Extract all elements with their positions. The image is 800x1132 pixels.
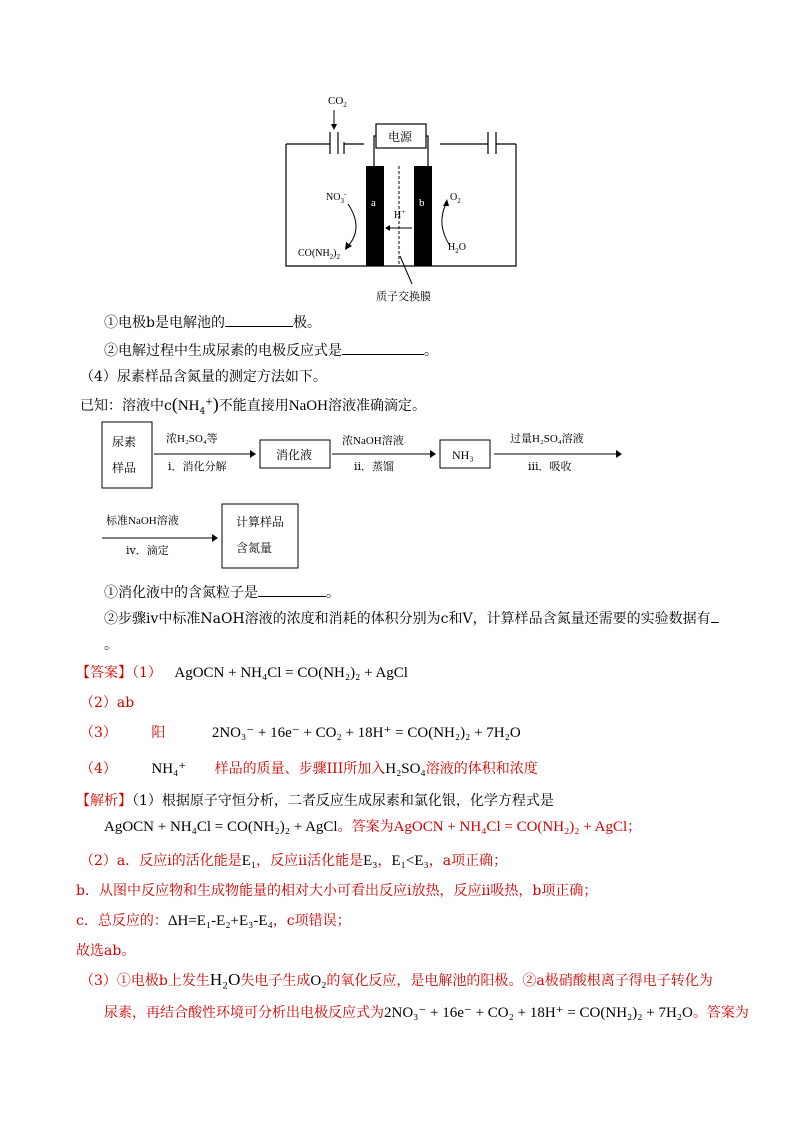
- svg-text:NH₃: NH₃: [452, 448, 474, 462]
- analysis-p2d: 故选ab。: [76, 943, 136, 959]
- co2-label: $CO_2$: [328, 95, 347, 109]
- svg-text:浓NaOH溶液: 浓NaOH溶液: [342, 435, 404, 447]
- answer-2: （2）ab: [80, 695, 135, 711]
- svg-text:计算样品: 计算样品: [236, 515, 285, 529]
- analysis-p1: 【解析】（1）根据原子守恒分析，二者反应生成尿素和氯化银，化学方程式是: [76, 793, 554, 809]
- water-arrow: [442, 204, 450, 246]
- no3-label: $NO_3^-$: [326, 190, 347, 205]
- svg-text:样品: 样品: [112, 461, 137, 475]
- flow-box-sample: [102, 422, 152, 488]
- o2-label: $O_2$: [450, 192, 461, 205]
- analysis-p2c: c．总反应的：ΔH=E₁-E₂+E₃-E₄，c项错误；: [76, 913, 351, 929]
- svg-text:含氮量: 含氮量: [236, 541, 273, 555]
- electrolysis-diagram: [260, 88, 550, 318]
- power-supply-label: 电源: [388, 130, 413, 144]
- answer-3: （3） 阳 2NO₃⁻ + 16e⁻ + CO₂ + 18H⁺ = CO(NH₂)₂ + 7H₂O: [80, 725, 521, 741]
- svg-text:尿素: 尿素: [112, 435, 137, 449]
- h2o-label: $H_2O$: [448, 242, 466, 255]
- svg-text:ⅰ．消化分解: ⅰ．消化分解: [168, 461, 227, 473]
- analysis-p1-eq: AgOCN + NH₄Cl = CO(NH₂)₂ + AgCl。答案为AgOCN + NH₄Cl = CO(NH₂)₂ + AgCl；: [104, 819, 642, 835]
- analysis-p3-line2: 尿素，再结合酸性环境可分析出电极反应式为2NO₃⁻ + 16e⁻ + CO₂ + 18H⁺ = CO(NH₂)₂ + 7H₂O。答案为: [104, 1005, 749, 1021]
- nitrogen-test-flowchart: [96, 418, 656, 578]
- answer-4: （4） NH₄⁺ 样品的质量、步骤III所加入H₂SO₄溶液的体积和浓度: [80, 761, 538, 777]
- electrode-a: [366, 166, 384, 266]
- q4-title: （4）尿素样品含氮量的测定方法如下。: [80, 369, 327, 385]
- electrode-b: [414, 166, 432, 266]
- svg-text:a: a: [371, 197, 376, 209]
- svg-text:消化液: 消化液: [276, 448, 313, 462]
- answer-1: 【答案】（1） AgOCN + NH₄Cl = CO(NH₂)₂ + AgCl: [76, 665, 408, 681]
- no3-arrow: [348, 204, 356, 246]
- analysis-p2a: （2）a．反应ⅰ的活化能是E₁，反应ⅱ活化能是E₃，E₁<E₃，a项正确；: [80, 853, 508, 869]
- hplus-label: H+: [394, 208, 406, 221]
- q4-known: 已知：溶液中$c(NH_4^+)$不能直接用NaOH溶液准确滴定。: [80, 394, 426, 417]
- analysis-p2b: b．从图中反应物和生成物能量的相对大小可看出反应ⅰ放热，反应ⅱ吸热，b项正确；: [76, 883, 598, 899]
- urea-label: $CO(NH_2)_2$: [298, 248, 341, 261]
- q3-line2: ②电解过程中生成尿素的电极反应式是 。: [104, 340, 438, 360]
- svg-text:过量H₂SO₄溶液: 过量H₂SO₄溶液: [510, 433, 584, 445]
- svg-text:ⅳ．滴定: ⅳ．滴定: [126, 545, 169, 557]
- svg-text:b: b: [419, 197, 425, 209]
- q3-line1: ①电极b是电解池的 极。: [104, 312, 321, 332]
- svg-text:标准NaOH溶液: 标准NaOH溶液: [106, 515, 179, 527]
- q4-question2: ②步骤ⅳ中标准NaOH溶液的浓度和消耗的体积分别为c和V，计算样品含氮量还需要的实验数据有: [104, 608, 719, 628]
- svg-text:ⅲ．吸收: ⅲ．吸收: [528, 461, 572, 473]
- svg-text:浓H₂SO₄等: 浓H₂SO₄等: [166, 433, 218, 445]
- membrane-label: 质子交换膜: [376, 291, 431, 303]
- flow-box-result: [222, 504, 298, 568]
- q4-question2-tail: 。: [104, 637, 118, 653]
- analysis-p3-line1: （3）①电极b上发生H₂O失电子生成O₂的氧化反应，是电解池的阳极。②a极硝酸根离子得电子转化为: [80, 970, 713, 989]
- q4-question1: ①消化液中的含氮粒子是 。: [104, 582, 340, 602]
- svg-text:ⅱ．蒸馏: ⅱ．蒸馏: [354, 461, 395, 473]
